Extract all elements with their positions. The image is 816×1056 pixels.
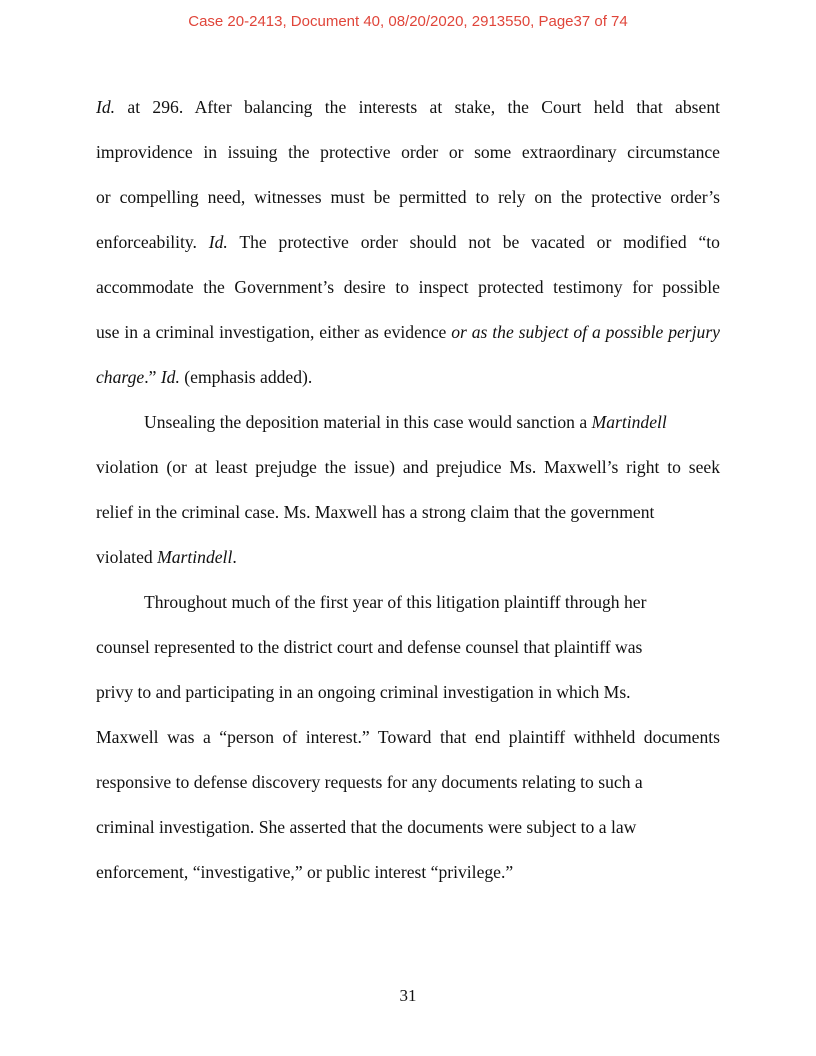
text-line: enforcement, “investigative,” or public interest “privilege.” (96, 862, 514, 882)
paragraph (96, 407, 720, 587)
text-line: Unsealing the deposition material in this case would sanction a Martindell (144, 412, 667, 432)
text-line: enforceability. Id. The protective order should not be vacated or modified “to (96, 232, 720, 252)
body-text (96, 92, 720, 902)
text-line: use in a criminal investigation, either as evidence or as the subject of a possible perjury (96, 322, 720, 342)
paragraph (96, 92, 720, 407)
text-line: Id. at 296. After balancing the interests at stake, the Court held that absent (96, 97, 720, 117)
case-header-stamp: Case 20-2413, Document 40, 08/20/2020, 2913550, Page37 of 74 (188, 13, 628, 30)
text-line: accommodate the Government’s desire to inspect protected testimony for possible (96, 277, 720, 297)
text-line: Throughout much of the first year of this litigation plaintiff through her (144, 592, 647, 612)
text-line: improvidence in issuing the protective order or some extraordinary circumstance (96, 142, 720, 162)
text-line: privy to and participating in an ongoing criminal investigation in which Ms. (96, 682, 631, 702)
text-line: Maxwell was a “person of interest.” Toward that end plaintiff withheld documents (96, 727, 720, 747)
text-line: violated Martindell. (96, 547, 237, 567)
text-line: relief in the criminal case. Ms. Maxwell has a strong claim that the government (96, 502, 655, 522)
text-line: charge.” Id. (emphasis added). (96, 367, 313, 387)
text-line: violation (or at least prejudge the issue) and prejudice Ms. Maxwell’s right to seek (96, 457, 720, 477)
text-line: responsive to defense discovery requests for any documents relating to such a (96, 772, 643, 792)
text-line: or compelling need, witnesses must be permitted to rely on the protective order’s (96, 187, 720, 207)
page-number: 31 (399, 986, 417, 1005)
paragraph (96, 587, 720, 902)
text-line: counsel represented to the district court and defense counsel that plaintiff was (96, 637, 643, 657)
text-line: criminal investigation. She asserted that the documents were subject to a law (96, 817, 637, 837)
